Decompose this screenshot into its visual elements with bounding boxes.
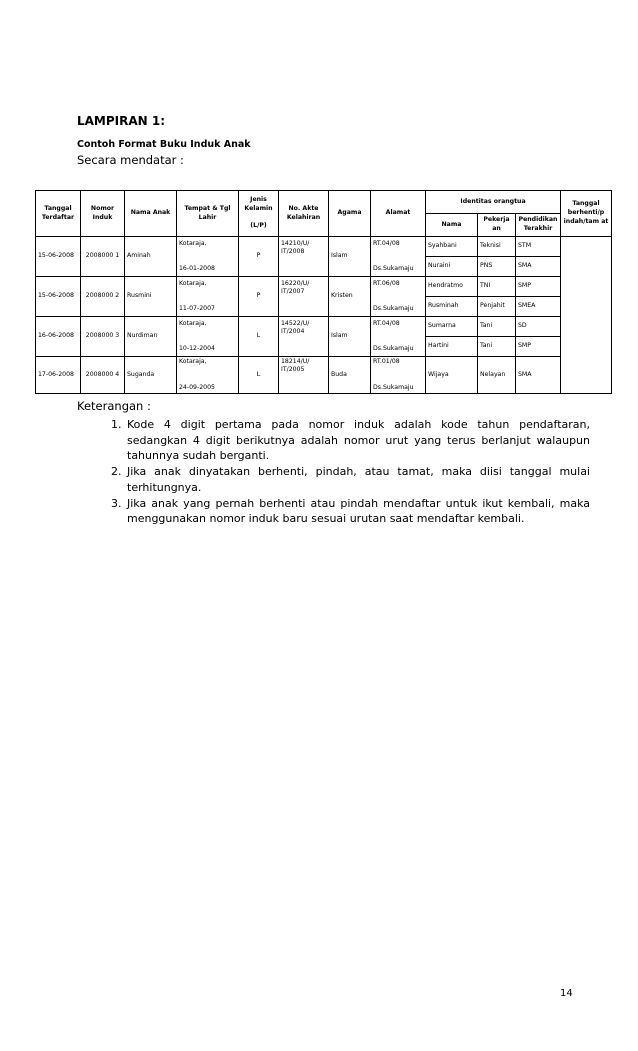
- table-row: [36, 277, 612, 297]
- cell-tempat: Kotaraja,: [179, 279, 207, 287]
- note-item: 1. Kode 4 digit pertama pada nomor induk adalah kode tahun pendaftaran, sedangkan 4 digit berikutnya adalah nomor urut yang terus berlanjut walaupun tahunnya sudah berganti.: [125, 417, 590, 464]
- cell-tgl-lahir: 16-01-2008: [179, 265, 215, 273]
- cell-nomor-induk: 2008000 4: [81, 357, 125, 394]
- cell-tempat: Kotaraja,: [179, 358, 207, 365]
- format-title: Contoh Format Buku Induk Anak: [77, 139, 251, 150]
- cell-no-akte: [279, 357, 329, 394]
- cell-no-akte: [279, 277, 329, 317]
- header-pendidikan: Pendidikan Terakhir: [516, 214, 561, 237]
- cell-alamat: [371, 317, 426, 357]
- cell-ortu-pendidikan: SMP: [516, 337, 561, 357]
- cell-ortu-pekerjaan: Tani: [478, 337, 516, 357]
- cell-akte-text: 18214/U/ IT/2005: [281, 358, 310, 374]
- notes-list: [110, 417, 590, 527]
- header-nama-ortu: Nama: [426, 214, 478, 237]
- buku-induk-table: [35, 190, 612, 394]
- cell-nama-anak: Suganda: [125, 357, 177, 394]
- cell-ortu-pendidikan: STM: [516, 237, 561, 257]
- cell-ortu-pekerjaan: Nelayan: [478, 357, 516, 394]
- note-item: 3. Jika anak yang pernah berhenti atau pindah mendaftar untuk ikut kembali, maka menggunakan nomor induk baru sesuai urutan saat mendaftar kembali.: [125, 496, 590, 527]
- cell-agama: Buda: [329, 357, 371, 394]
- header-nama-anak: Nama Anak: [125, 191, 177, 237]
- cell-tempat-tgl-lahir: [177, 237, 239, 277]
- cell-ortu-pendidikan: SMEA: [516, 297, 561, 317]
- cell-no-akte: [279, 317, 329, 357]
- cell-tempat-tgl-lahir: [177, 357, 239, 394]
- cell-ortu-pendidikan: SMA: [516, 257, 561, 277]
- page-heading: LAMPIRAN 1:: [77, 114, 166, 128]
- cell-akte-text: 14210/U/ IT/2008: [281, 239, 310, 255]
- cell-akte-text: 14522/U/ IT/2004: [281, 319, 310, 335]
- header-identitas-orangtua: Identitas orangtua: [426, 191, 561, 214]
- cell-ortu-pendidikan: SMA: [516, 357, 561, 394]
- cell-nomor-induk: 2008000 3: [81, 317, 125, 357]
- header-no-akte: No. Akte Kelahiran: [279, 191, 329, 237]
- cell-jenis-kelamin: P: [239, 277, 279, 317]
- header-jenis-kelamin: [239, 191, 279, 237]
- header-tanggal-terdaftar: Tanggal Terdaftar: [36, 191, 81, 237]
- orientation-label: Secara mendatar :: [77, 153, 184, 167]
- cell-ortu-nama: Nuraini: [426, 257, 478, 277]
- cell-tgl-lahir: 24-09-2005: [179, 383, 215, 391]
- cell-ortu-pekerjaan: Teknisi: [478, 237, 516, 257]
- cell-ortu-nama: Hartini: [426, 337, 478, 357]
- header-agama: Agama: [329, 191, 371, 237]
- header-jenis-kelamin-label: Jenis Kelamin: [244, 196, 273, 212]
- cell-tanggal: 15-06-2008: [36, 237, 81, 277]
- cell-alamat: [371, 357, 426, 394]
- cell-alamat-ds: Ds.Sukamaju: [373, 265, 414, 273]
- cell-ortu-pekerjaan: Penjahit: [478, 297, 516, 317]
- cell-nama-anak: Rusmini: [125, 277, 177, 317]
- note-item: 2. Jika anak dinyatakan berhenti, pindah, atau tamat, maka diisi tanggal mulai terhitungnya.: [125, 464, 590, 495]
- header-tanggal-berhenti: Tanggal berhenti/p indah/tam at: [561, 191, 612, 237]
- header-alamat: Alamat: [371, 191, 426, 237]
- cell-tanggal: 16-06-2008: [36, 317, 81, 357]
- cell-ortu-pendidikan: SMP: [516, 277, 561, 297]
- cell-alamat-rt: RT.01/08: [373, 358, 400, 365]
- cell-agama: Kristen: [329, 277, 371, 317]
- page-number: 14: [560, 988, 573, 999]
- cell-alamat-ds: Ds.Sukamaju: [373, 345, 414, 353]
- cell-nomor-induk: 2008000 1: [81, 237, 125, 277]
- cell-no-akte: [279, 237, 329, 277]
- cell-alamat-rt: RT.04/08: [373, 319, 400, 327]
- cell-nama-anak: Nurdiman: [125, 317, 177, 357]
- header-tempat-tgl-lahir: Tempat & Tgl Lahir: [177, 191, 239, 237]
- cell-tgl-lahir: 10-12-2004: [179, 345, 215, 353]
- cell-tanggal: 15-06-2008: [36, 277, 81, 317]
- cell-alamat: [371, 277, 426, 317]
- cell-nama-anak: Aminah: [125, 237, 177, 277]
- cell-ortu-pekerjaan: PNS: [478, 257, 516, 277]
- cell-ortu-pekerjaan: Tani: [478, 317, 516, 337]
- cell-alamat-rt: RT.04/08: [373, 239, 400, 247]
- keterangan-label: Keterangan :: [77, 399, 151, 413]
- cell-alamat: [371, 237, 426, 277]
- cell-tanggal-berhenti: [561, 237, 612, 394]
- cell-tanggal: 17-06-2008: [36, 357, 81, 394]
- table-header-row: [36, 191, 612, 214]
- cell-tgl-lahir: 11-07-2007: [179, 305, 215, 313]
- cell-ortu-pekerjaan: TNI: [478, 277, 516, 297]
- cell-ortu-nama: Sumarna: [426, 317, 478, 337]
- cell-ortu-nama: Hendratmo: [426, 277, 478, 297]
- cell-jenis-kelamin: L: [239, 317, 279, 357]
- cell-tempat-tgl-lahir: [177, 277, 239, 317]
- cell-nomor-induk: 2008000 2: [81, 277, 125, 317]
- cell-agama: Islam: [329, 317, 371, 357]
- cell-ortu-nama: Syahbani: [426, 237, 478, 257]
- table-row: [36, 237, 612, 257]
- cell-tempat: Kotaraja,: [179, 239, 207, 247]
- header-pekerjaan: Pekerja an: [478, 214, 516, 237]
- cell-agama: Islam: [329, 237, 371, 277]
- cell-jenis-kelamin: P: [239, 237, 279, 277]
- table-row: [36, 317, 612, 337]
- cell-tempat: Kotaraja,: [179, 319, 207, 327]
- cell-jenis-kelamin: L: [239, 357, 279, 394]
- header-nomor-induk: Nomor Induk: [81, 191, 125, 237]
- cell-akte-text: 16220/U/ IT/2007: [281, 279, 310, 295]
- cell-ortu-pendidikan: SD: [516, 317, 561, 337]
- header-jenis-kelamin-code: (L/P): [250, 221, 267, 229]
- cell-ortu-nama: Rusminah: [426, 297, 478, 317]
- cell-alamat-ds: Ds.Sukamaju: [373, 383, 414, 391]
- cell-tempat-tgl-lahir: [177, 317, 239, 357]
- cell-ortu-nama: Wijaya: [426, 357, 478, 394]
- cell-alamat-ds: Ds.Sukamaju: [373, 305, 414, 313]
- cell-alamat-rt: RT.06/08: [373, 279, 400, 287]
